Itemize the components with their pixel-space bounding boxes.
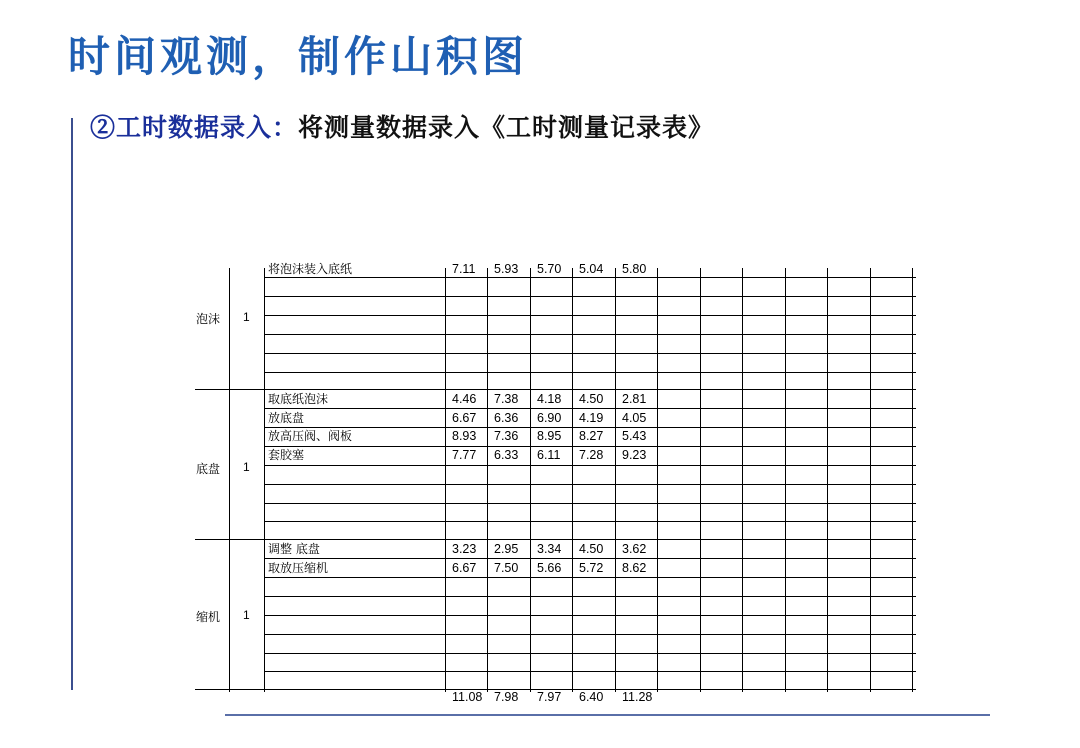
table-column-line (572, 268, 573, 692)
time-value-cell: 5.66 (537, 560, 562, 575)
time-value-cell: 3.23 (452, 542, 477, 556)
group-name-cell: 缩机 (196, 610, 221, 624)
table-column-line (785, 268, 786, 692)
table-row-line (264, 465, 916, 466)
table-column-line (870, 268, 871, 692)
table-row-line (264, 484, 916, 485)
step-name-cell: 取放压缩机 (268, 560, 329, 575)
time-value-cell: 6.11 (537, 448, 561, 463)
time-value-cell: 7.28 (579, 448, 604, 463)
group-name-cell: 底盘 (196, 462, 221, 476)
quantity-cell: 1 (243, 310, 250, 324)
table-row-line (264, 315, 916, 316)
time-value-cell: 6.36 (494, 410, 519, 425)
time-value-cell: 3.62 (622, 542, 647, 556)
table-column-line (657, 268, 658, 692)
left-accent-line (71, 118, 73, 690)
time-value-cell: 6.67 (452, 410, 477, 425)
step-name-cell: 套胶塞 (268, 448, 305, 463)
page-title: 时间观测，制作山积图 (68, 32, 529, 81)
table-column-line (615, 268, 616, 692)
time-value-cell: 7.98 (494, 690, 519, 704)
table-column-line (912, 268, 913, 692)
step-name-cell: 调整 底盘 (268, 542, 320, 556)
step-name-cell: 将泡沫装入底纸 (268, 262, 353, 276)
time-value-cell: 6.90 (537, 410, 562, 425)
time-value-cell: 5.70 (537, 262, 562, 276)
time-value-cell: 11.28 (622, 690, 653, 704)
table-row-line (264, 577, 916, 578)
time-value-cell: 8.93 (452, 429, 477, 444)
table-row-line (264, 615, 916, 616)
table-row-line (264, 372, 916, 373)
time-value-cell: 7.50 (494, 560, 519, 575)
table-column-line (445, 268, 446, 692)
time-value-cell: 7.36 (494, 429, 519, 444)
time-value-cell: 3.34 (537, 542, 562, 556)
table-row-line (264, 634, 916, 635)
time-value-cell: 4.50 (579, 392, 604, 406)
time-value-cell: 5.04 (579, 262, 604, 276)
table-row-line (264, 653, 916, 654)
time-value-cell: 9.23 (622, 448, 647, 463)
time-value-cell: 6.67 (452, 560, 477, 575)
group-name-cell: 泡沫 (196, 312, 221, 326)
table-column-line (827, 268, 828, 692)
time-value-cell: 8.62 (622, 560, 647, 575)
time-value-cell: 7.77 (452, 448, 477, 463)
quantity-cell: 1 (243, 460, 250, 474)
step-name-cell: 放高压阀、阀板 (268, 429, 353, 444)
bottom-accent-line (225, 714, 990, 716)
step-name-cell: 取底纸泡沫 (268, 392, 329, 406)
table-row-line (264, 521, 916, 522)
time-value-cell: 5.43 (622, 429, 647, 444)
time-value-cell: 8.95 (537, 429, 562, 444)
quantity-cell: 1 (243, 608, 250, 622)
time-value-cell: 4.05 (622, 410, 647, 425)
time-value-cell: 4.50 (579, 542, 604, 556)
time-record-table (195, 262, 916, 704)
table-column-line (742, 268, 743, 692)
time-value-cell: 5.80 (622, 262, 647, 276)
time-value-cell: 4.19 (579, 410, 604, 425)
time-value-cell: 6.33 (494, 448, 519, 463)
table-row-line (264, 353, 916, 354)
table-row-line (264, 671, 916, 672)
table-row-line (264, 596, 916, 597)
time-value-cell: 8.27 (579, 429, 604, 444)
time-value-cell: 7.11 (452, 262, 476, 276)
table-column-line (700, 268, 701, 692)
time-value-cell: 5.93 (494, 262, 519, 276)
table-row-line (264, 296, 916, 297)
subtitle-text: 将测量数据录入《工时测量记录表》 (298, 113, 715, 142)
subtitle-lead: ②工时数据录入： (90, 113, 299, 142)
time-value-cell: 11.08 (452, 690, 483, 704)
table-column-line (229, 268, 230, 692)
time-value-cell: 7.38 (494, 392, 519, 406)
step-name-cell: 放底盘 (268, 410, 305, 425)
time-value-cell: 6.40 (579, 690, 604, 704)
time-value-cell: 4.18 (537, 392, 562, 406)
subtitle (90, 108, 714, 144)
table-row-line (264, 334, 916, 335)
time-value-cell: 7.97 (537, 690, 562, 704)
table-row-line (264, 503, 916, 504)
time-value-cell: 2.95 (494, 542, 519, 556)
table-column-line (530, 268, 531, 692)
table-column-line (487, 268, 488, 692)
time-value-cell: 5.72 (579, 560, 604, 575)
time-value-cell: 4.46 (452, 392, 477, 406)
table-column-line (264, 268, 265, 692)
time-value-cell: 2.81 (622, 392, 647, 406)
